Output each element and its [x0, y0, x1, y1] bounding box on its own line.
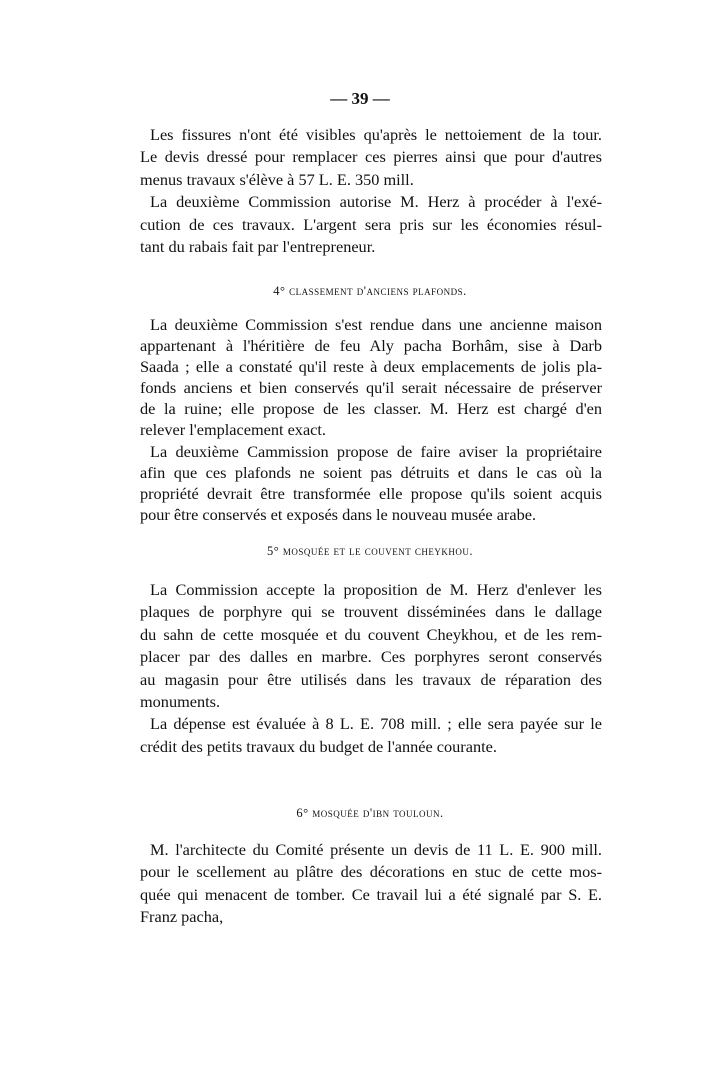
section-intro — [140, 124, 602, 258]
section-heading: 5° mosquée et le couvent cheykhou. — [267, 544, 473, 558]
page-number: — 39 — — [330, 89, 390, 108]
section-touloun — [140, 839, 602, 929]
text-line: au magasin pour être utilisés dans les travaux de réparation des — [140, 669, 602, 689]
text-line: M. l'architecte du Comité présente un devis de 11 L. E. 900 mill. — [150, 840, 602, 859]
text-line: tant du rabais fait par l'entrepreneur. — [140, 236, 376, 256]
text-line: pour être conservés et exposés dans le nouveau musée arabe. — [140, 504, 537, 524]
text-line: relever l'emplacement exact. — [140, 420, 326, 440]
text-line: quée qui menacent de tomber. Ce travail lui a été signalé par S. E. — [140, 884, 602, 904]
text-line: fonds anciens et bien conservés qu'il serait nécessaire de préserver — [140, 378, 602, 398]
text-line: propriété devrait être transformée elle propose qu'ils soient acquis — [140, 483, 602, 503]
text-line: plaques de porphyre qui se trouvent disséminées dans le dallage — [140, 602, 602, 622]
text-line: La deuxième Cammission propose de faire aviser la propriétaire — [150, 441, 602, 461]
text-line: Le devis dressé pour remplacer ces pierres ainsi que pour d'autres — [140, 147, 602, 167]
section-heading: 4° classement d'anciens plafonds. — [273, 284, 467, 298]
text-line: La deuxième Commission autorise M. Herz à procéder à l'exé- — [150, 192, 602, 212]
text-line: monuments. — [140, 691, 221, 711]
text-line: cution de ces travaux. L'argent sera pris sur les économies résul- — [140, 214, 602, 234]
text-line: Franz pacha, — [140, 907, 224, 927]
text-line: menus travaux s'élève à 57 L. E. 350 mill. — [140, 169, 414, 189]
text-line: placer par des dalles en marbre. Ces porphyres seront conservés — [140, 647, 602, 667]
text-line: La dépense est évaluée à 8 L. E. 708 mill. ; elle sera payée sur le — [150, 714, 602, 734]
text-line: de la ruine; elle propose de les classer. M. Herz est chargé d'en — [140, 399, 602, 419]
text-line: Saada ; elle a constaté qu'il reste à deux emplacements de jolis pla- — [140, 357, 602, 377]
text-line: pour le scellement au plâtre des décorations en stuc de cette mos- — [140, 862, 602, 882]
section-plafonds — [140, 314, 602, 525]
text-line: Les fissures n'ont été visibles qu'après le nettoiement de la tour. — [150, 125, 602, 144]
section-cheykhou — [140, 579, 602, 758]
text-line: crédit des petits travaux du budget de l'année courante. — [140, 736, 497, 756]
section-heading: 6° mosquée d'ibn touloun. — [296, 806, 444, 820]
text-line: afin que ces plafonds ne soient pas détruits et dans le cas où la — [140, 462, 602, 482]
text-line: La deuxième Commission s'est rendue dans une ancienne maison — [150, 315, 602, 334]
text-line: du sahn de cette mosquée et du couvent Cheykhou, et de les rem- — [140, 624, 602, 644]
text-line: La Commission accepte la proposition de M. Herz d'enlever les — [150, 580, 602, 599]
text-line: appartenant à l'héritière de feu Aly pacha Borhâm, sise à Darb — [140, 336, 602, 356]
